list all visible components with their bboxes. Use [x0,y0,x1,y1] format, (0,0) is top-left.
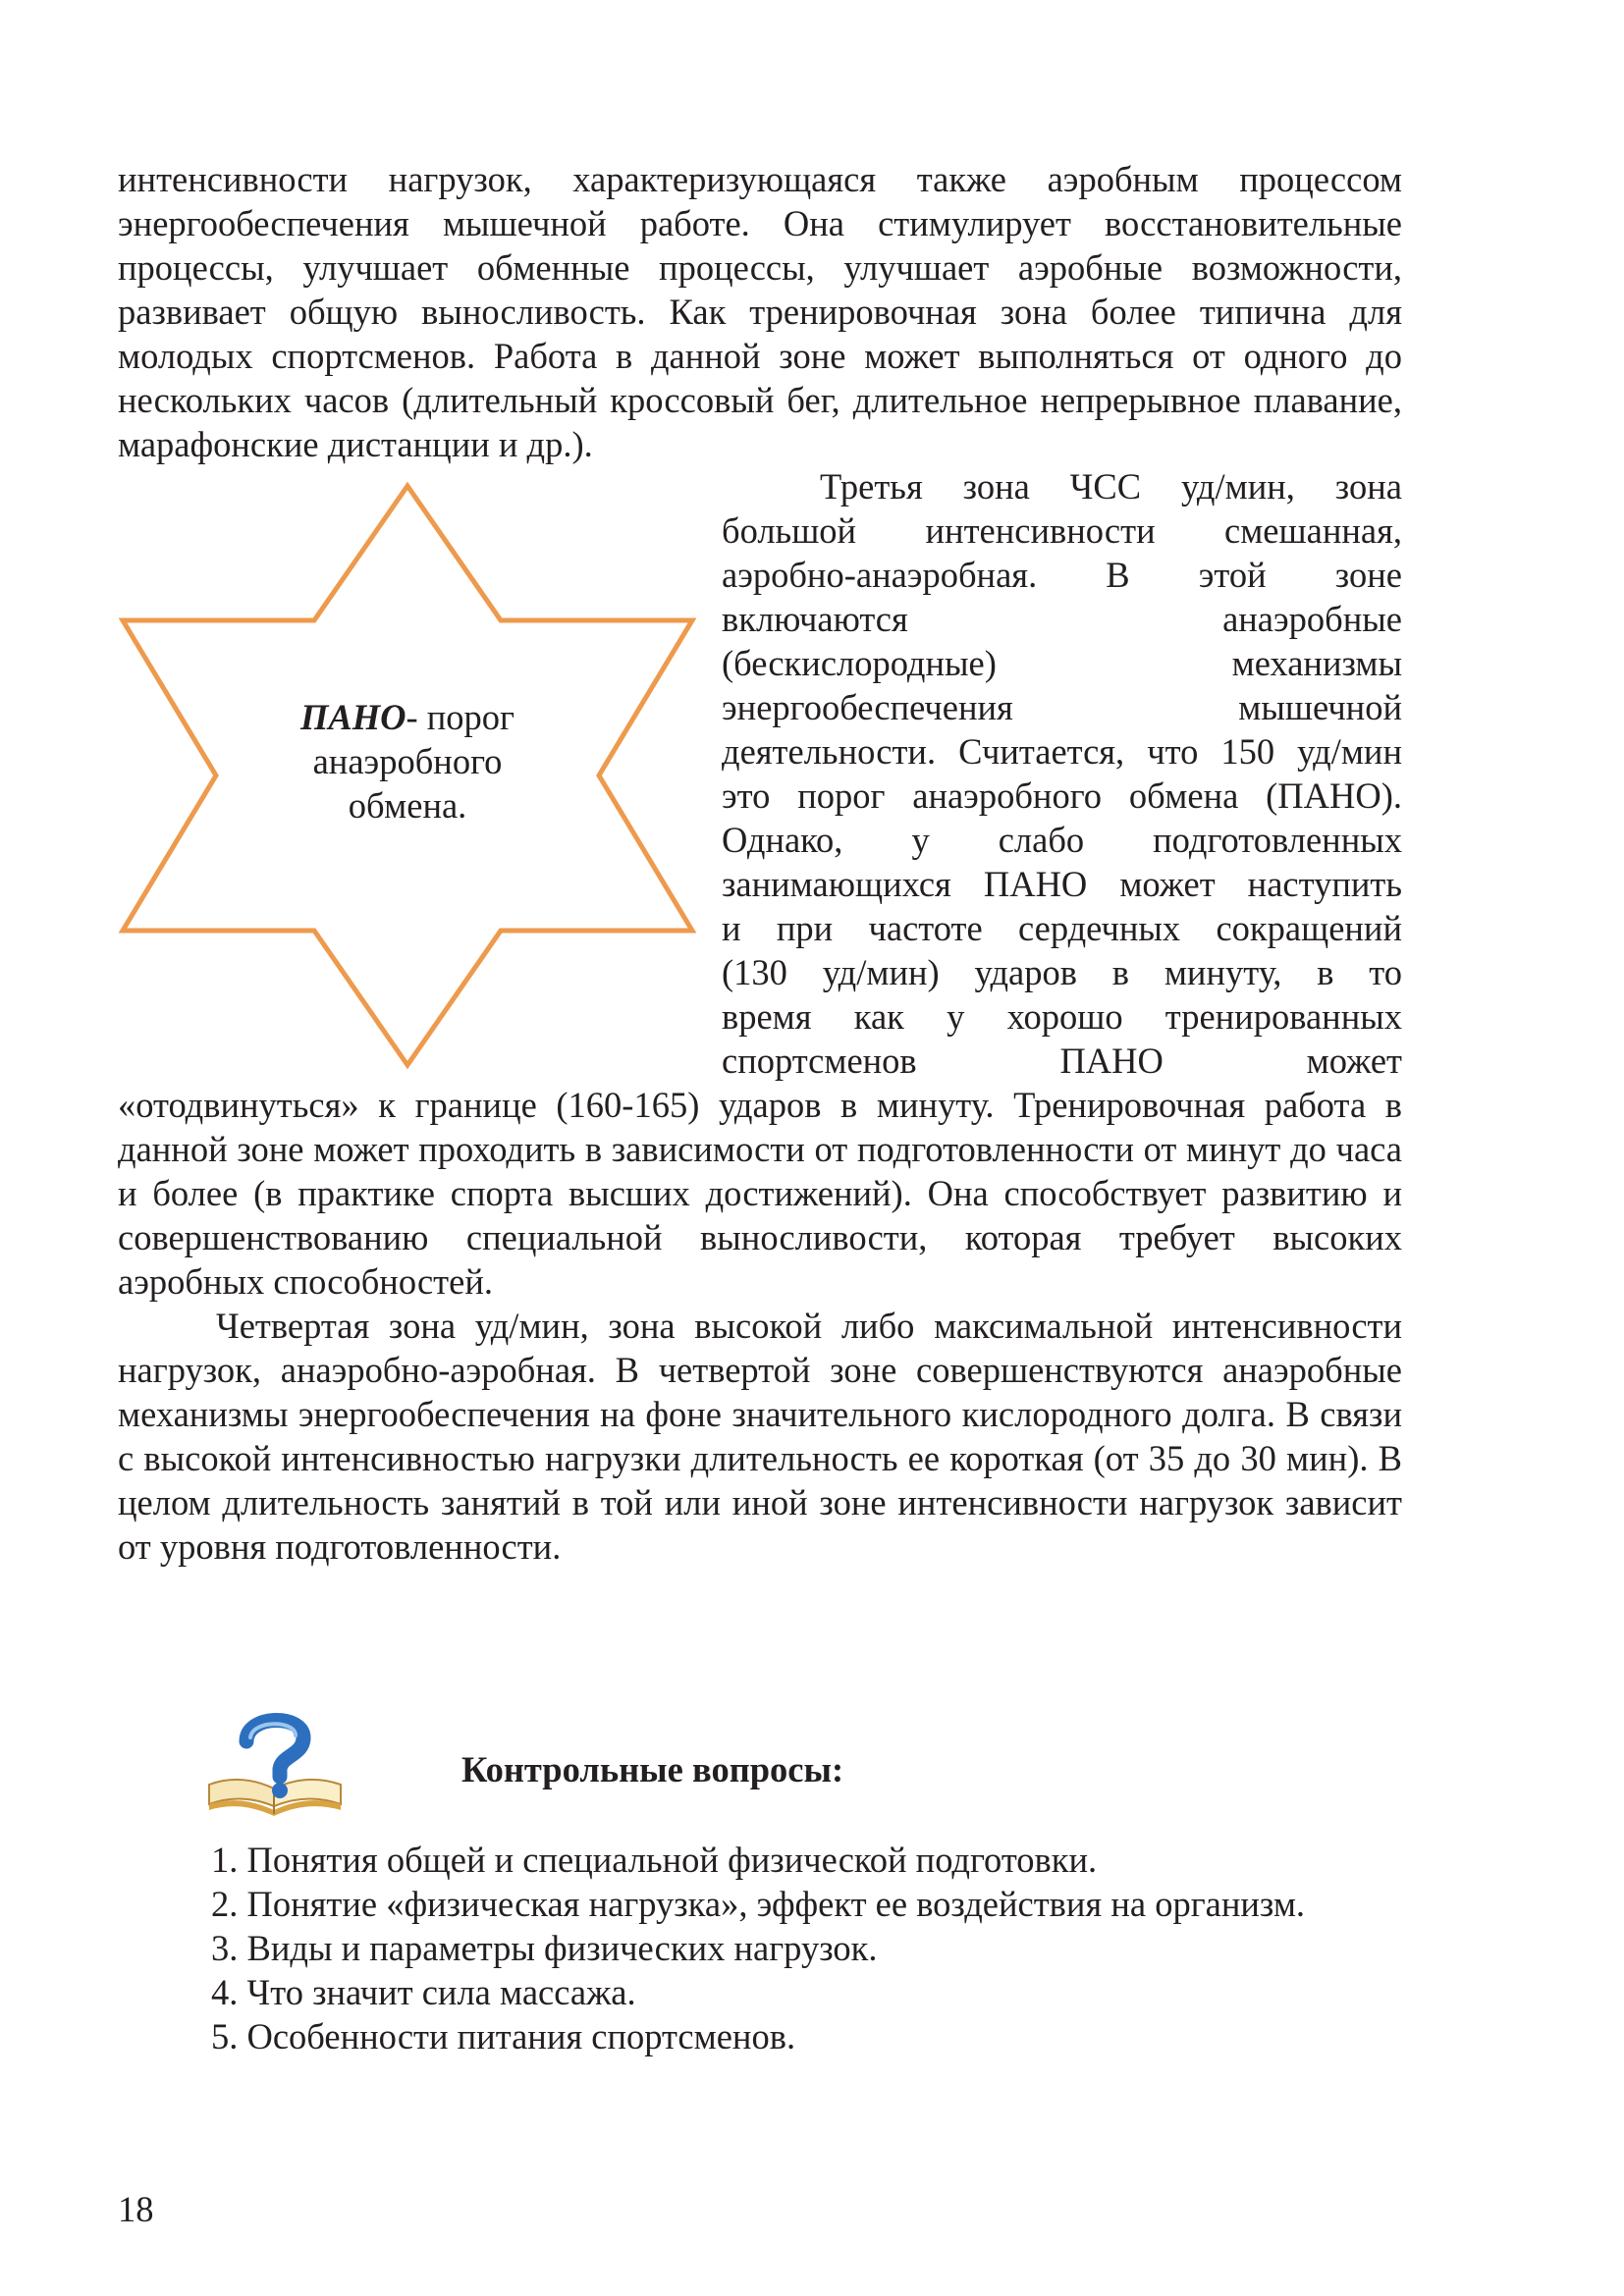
page-number: 18 [118,2189,154,2229]
third-zone-line: занимающихся ПАНО может наступить [722,864,1402,904]
control-questions-heading: Контрольные вопросы: [461,1749,844,1789]
pano-term: ПАНО [299,697,406,737]
star-callout-line-1 [221,695,594,739]
third-zone-line: (бескислородные) механизмы [722,643,1402,683]
question-book-icon [201,1708,349,1821]
third-zone-line: аэробно-анаэробная. В этой зоне [722,555,1402,595]
third-zone-line: это порог анаэробного обмена (ПАНО). [722,775,1402,816]
control-questions-list [211,1838,1305,2058]
star-callout-line-3: обмена. [348,785,467,826]
paragraph-third-zone-continuation: «отодвинуться» к границе (160-165) ударов в минуту. Тренировочная работа в данной зоне может проходить в зависимости от подготовленности от минут до часа и более (в практике спорта высших достижений). Она способствует развитию и совершенствованию специальной выносливости, которая требует высоких аэробных способностей. [118,1085,1402,1302]
third-zone-line: Однако, у слабо подготовленных [722,820,1402,860]
third-zone-line: время как у хорошо тренированных [722,996,1402,1037]
list-item: 3. Виды и параметры физических нагрузок. [211,1928,878,1968]
list-item: 1. Понятия общей и специальной физической подготовки. [211,1840,1098,1880]
body-text-bottom [118,1083,1402,1569]
list-item: 2. Понятие «физическая нагрузка», эффект ее воздействия на организм. [211,1884,1306,1924]
paragraph-second-zone-end: интенсивности нагрузок, характеризующаяся также аэробным процессом энергообеспечения мышечной работе. Она стимулирует восстановительные процессы, улучшает обменные процессы, улучшает аэробные возможности, развивает общую выносливость. Как тренировочная зона более типична для молодых спортсменов. Работа в данной зоне может выполняться от одного до нескольких часов (длительный кроссовый бег, длительное непрерывное плавание, марафонские дистанции и др.). [118,159,1402,464]
list-item: 4. Что значит сила массажа. [211,1972,636,2012]
third-zone-line: и при частоте сердечных сокращений [722,908,1402,948]
third-zone-line: Третья зона ЧСС уд/мин, зона [820,466,1402,507]
third-zone-line: энергообеспечения мышечной [722,687,1402,727]
third-zone-line: спортсменов ПАНО может [722,1041,1402,1081]
paragraph-fourth-zone: Четвертая зона уд/мин, зона высокой либо максимальной интенсивности нагрузок, анаэробно-аэробная. В четвертой зоне совершенствуются анаэробные механизмы энергообеспечения на фоне значительного кислородного долга. В связи с высокой интенсивностью нагрузки длительность ее короткая (от 35 до 30 мин). В целом длительность занятий в той или иной зоне интенсивности нагрузок зависит от уровня подготовленности. [118,1306,1402,1567]
third-zone-line: деятельности. Считается, что 150 уд/мин [722,731,1402,772]
third-zone-line: включаются анаэробные [722,599,1402,639]
body-text-top [118,157,1402,466]
star-callout-line-2: анаэробного [312,741,503,781]
star-callout-text [221,695,594,828]
third-zone-line: (130 уд/мин) ударов в минуту, в то [722,952,1402,992]
third-zone-wrapped-text [722,464,1402,1083]
third-zone-line: большой интенсивности смешанная, [722,510,1402,551]
pano-definition-part-1: - порог [406,697,515,737]
list-item: 5. Особенности питания спортсменов. [211,2016,796,2056]
